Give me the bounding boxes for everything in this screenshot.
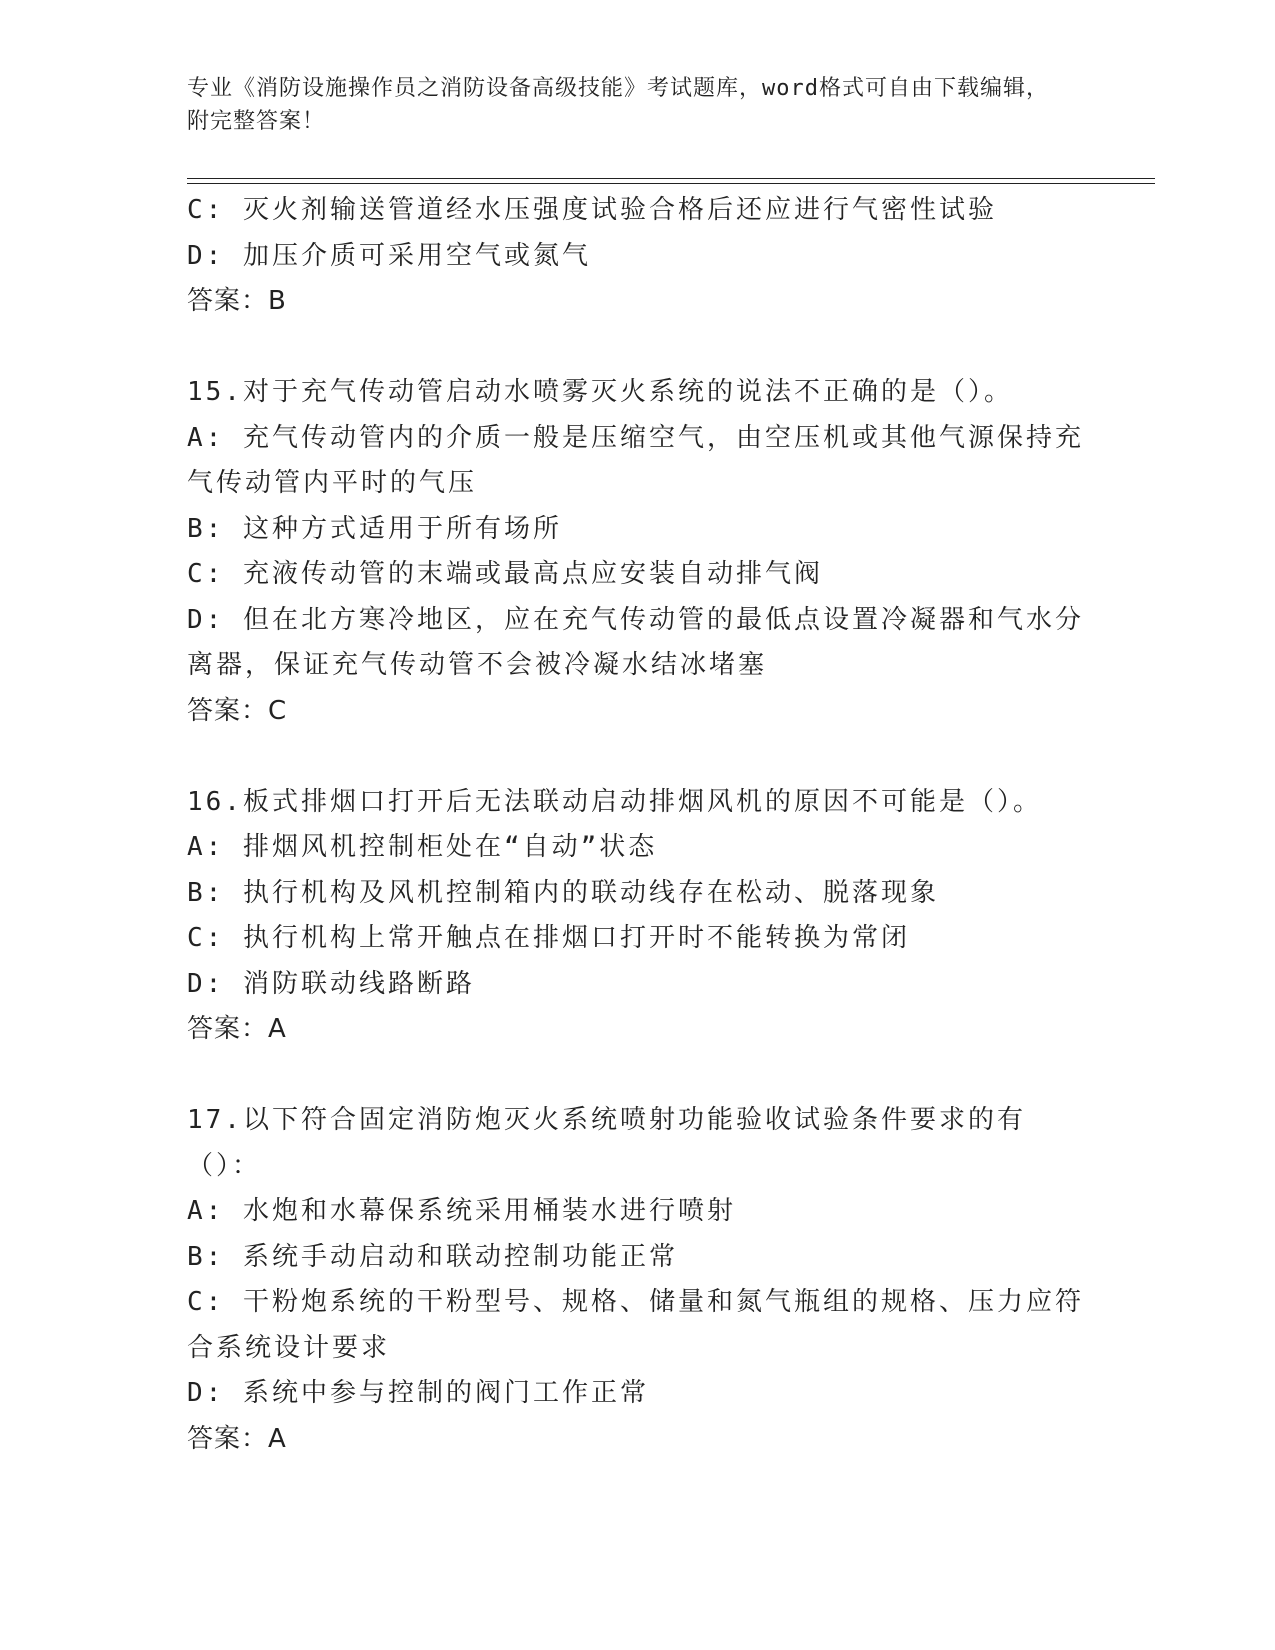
option-c: C: 执行机构上常开触点在排烟口打开时不能转换为常闭 [187,923,910,953]
option-c: C: 灭火剂输送管道经水压强度试验合格后还应进行气密性试验 [187,195,997,225]
option-d: D: 系统中参与控制的阀门工作正常 [187,1378,649,1408]
question-content [187,188,1087,1462]
question-stem: 17.以下符合固定消防炮灭火系统喷射功能验收试验条件要求的有（）： [187,1105,1026,1181]
question-15 [187,370,1087,734]
header-rule-thick [187,178,1155,179]
option-b: B: 执行机构及风机控制箱内的联动线存在松动、脱落现象 [187,877,939,908]
option-b: B: 这种方式适用于所有场所 [187,513,562,544]
option-a: A: 排烟风机控制柜处在“自动”状态 [187,832,658,862]
spacer [187,325,1087,371]
answer-line: 答案：A [187,1014,287,1044]
option-d: D: 消防联动线路断路 [187,968,475,999]
option-c: C: 充液传动管的末端或最高点应安装自动排气阀 [187,559,823,589]
option-d: D: 加压介质可采用空气或氮气 [187,240,591,271]
option-a: A: 充气传动管内的介质一般是压缩空气，由空压机或其他气源保持充气传动管内平时的气压 [187,422,1084,498]
question-14-fragment [187,188,1087,325]
question-16 [187,780,1087,1053]
answer-line: 答案：A [187,1423,287,1454]
header-rule-thin [187,183,1155,184]
option-a: A: 水炮和水幕保系统采用桶装水进行喷射 [187,1196,736,1226]
spacer [187,734,1087,780]
answer-line: 答案：C [187,695,288,726]
question-stem: 15.对于充气传动管启动水喷雾灭火系统的说法不正确的是（）。 [187,377,1013,407]
page-header: 专业《消防设施操作员之消防设备高级技能》考试题库，word格式可自由下载编辑，附完整答案！ [187,76,1049,134]
answer-line: 答案：B [187,286,287,316]
spacer [187,1053,1087,1099]
option-b: B: 系统手动启动和联动控制功能正常 [187,1241,678,1272]
option-d: D: 但在北方寒冷地区，应在充气传动管的最低点设置冷凝器和气水分离器，保证充气传动管不会被冷凝水结冰堵塞 [187,604,1084,680]
question-stem: 16.板式排烟口打开后无法联动启动排烟风机的原因不可能是（）。 [187,786,1042,817]
question-17 [187,1098,1087,1462]
option-c: C: 干粉炮系统的干粉型号、规格、储量和氮气瓶组的规格、压力应符合系统设计要求 [187,1287,1084,1363]
